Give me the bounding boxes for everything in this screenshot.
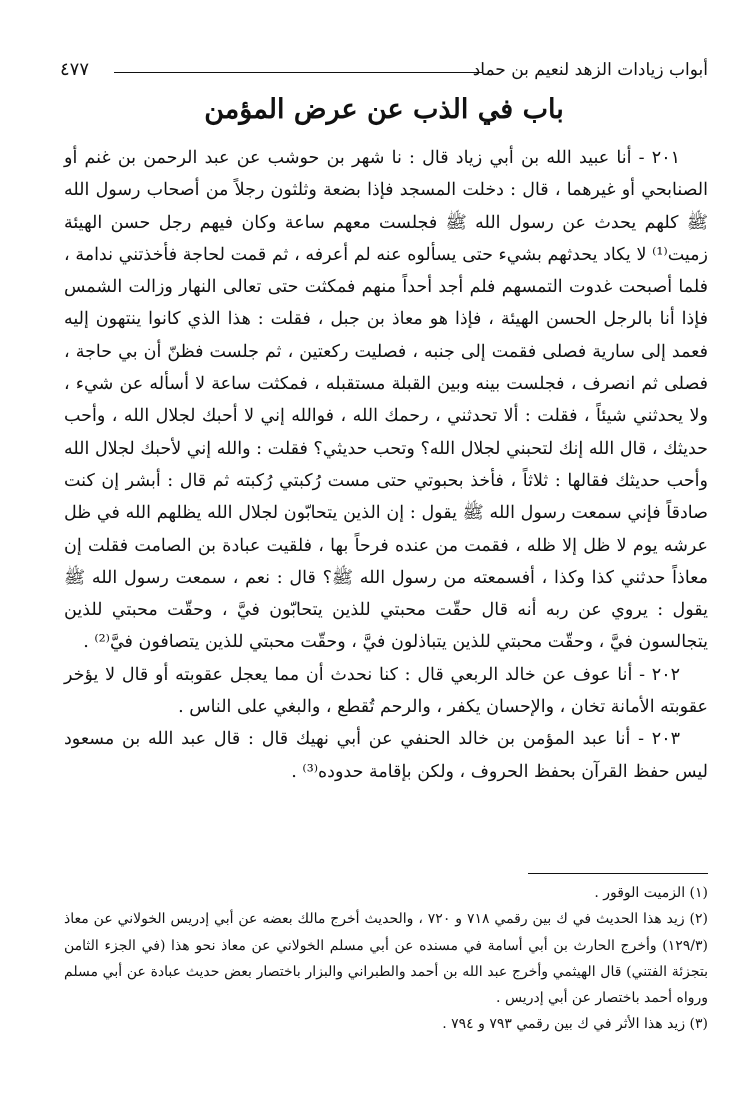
footnote-3: (٣) زيد هذا الأثر في ك بين رقمي ٧٩٣ و ٧٩٤ . (442, 1016, 708, 1033)
footnotes (64, 880, 708, 1038)
page-number: ٤٧٧ (60, 59, 90, 80)
hadith-201: ٢٠١ - أنا عبيد الله بن أبي زياد قال : نا شهر بن حوشب عن عبد الرحمن بن غنم أو الصنابحي أو غيرهما ، قال : دخلت المسجد فإذا بضعة وثلثون رجلاً من أصحاب رسول الله ﷺ كلهم يحدث عن رسول الله ﷺ فجلست معهم ساعة وكان فيهم رجل حسن الهيئة زميت⁽¹⁾ لا يكاد يحدثهم بشيء حتى يسألوه عنه لم أعرفه ، ثم قمت لحاجة فأخذتني ندامة ، فلما أصبحت غدوت التمسهم فلم أجد أحداً منهم فمكثت حتى تعالى النهار وزالت الشمس فإذا أنا بالرجل الحسن الهيئة ، فإذا هو معاذ بن جبل ، فقلت : هذا الذي كانوا ينتهون إليه فعمد إلى سارية فصلى فقمت إلى جنبه ، فصليت ركعتين ، ثم جلست فظنّ أن بي حاجة ، فصلى ثم انصرف ، فجلست بينه وبين القبلة مستقبله ، فمكثت ساعة لا أسأله عن شيء ، ولا يحدثني شيئاً ، فقلت : ألا تحدثني ، رحمك الله ، فوالله إني لا أحبك لجلال الله ، وأحب حديثك ، قال الله إنك لتحبني لجلال الله؟ وتحب حديثي؟ فقلت : والله إني لأحبك لجلال الله وأحب حديثك فقالها : ثلاثاً ، فأخذ بحبوتي حتى مست رُكبتي رُكبته ثم قال : أبشر إن كنت صادقاً فإني سمعت رسول الله ﷺ يقول : إن الذين يتحابّون لجلال الله يظلهم الله في ظل عرشه يوم لا ظل إلا ظله ، فقمت من عنده فرحاً بها ، فلقيت عبادة بن الصامت فقلت إن معاذاً حدثني كذا وكذا ، أفسمعته من رسول الله ﷺ؟ قال : نعم ، سمعت رسول الله ﷺ يقول : يروي عن ربه أنه قال حقّت محبتي للذين يتحابّون فيَّ ، وحقّت محبتي للذين يتجالسون فيَّ ، وحقّت محبتي للذين يتباذلون فيَّ ، وحقّت محبتي للذين يتصافون فيَّ⁽²⁾ . (64, 148, 708, 653)
running-title: أبواب زيادات الزهد لنعيم بن حماد (472, 60, 708, 80)
chapter-title: باب في الذب عن عرض المؤمن (204, 94, 564, 125)
footnote-rule (528, 873, 708, 874)
header-rule (114, 72, 483, 73)
hadith-203: ٢٠٣ - أنا عبد المؤمن بن خالد الحنفي عن أبي نهيك قال : قال عبد الله بن مسعود ليس حفظ القرآن بحفظ الحروف ، ولكن بإقامة حدوده⁽³⁾ . (64, 729, 708, 782)
body-text (64, 142, 708, 788)
footnote-1: (١) الزميت الوقور . (594, 885, 708, 901)
footnote-2: (٢) زيد هذا الحديث في ك بين رقمي ٧١٨ و ٧٢٠ ، والحديث أخرج مالك بعضه عن أبي إدريس الخولاني عن معاذ (١٢٩/٣) وأخرج الحارث بن أبي أسامة في مسنده عن أبي مسلم الخولاني عن معاذ نحو هذا (في الجزء الثامن بتجزئة الفتني) قال الهيثمي وأخرج عبد الله بن أحمد والطبراني والبزار باختصار بعض حديث عبادة عن أبي مسلم ورواه أحمد باختصار عن أبي إدريس . (64, 911, 708, 1007)
hadith-202: ٢٠٢ - أنا عوف عن خالد الربعي قال : كنا نحدث أن مما يعجل عقوبته أو قال لا يؤخر عقوبته الأمانة تخان ، والإحسان يكفر ، والرحم تُقطع ، والبغي على الناس . (64, 664, 708, 718)
running-header (60, 58, 708, 84)
